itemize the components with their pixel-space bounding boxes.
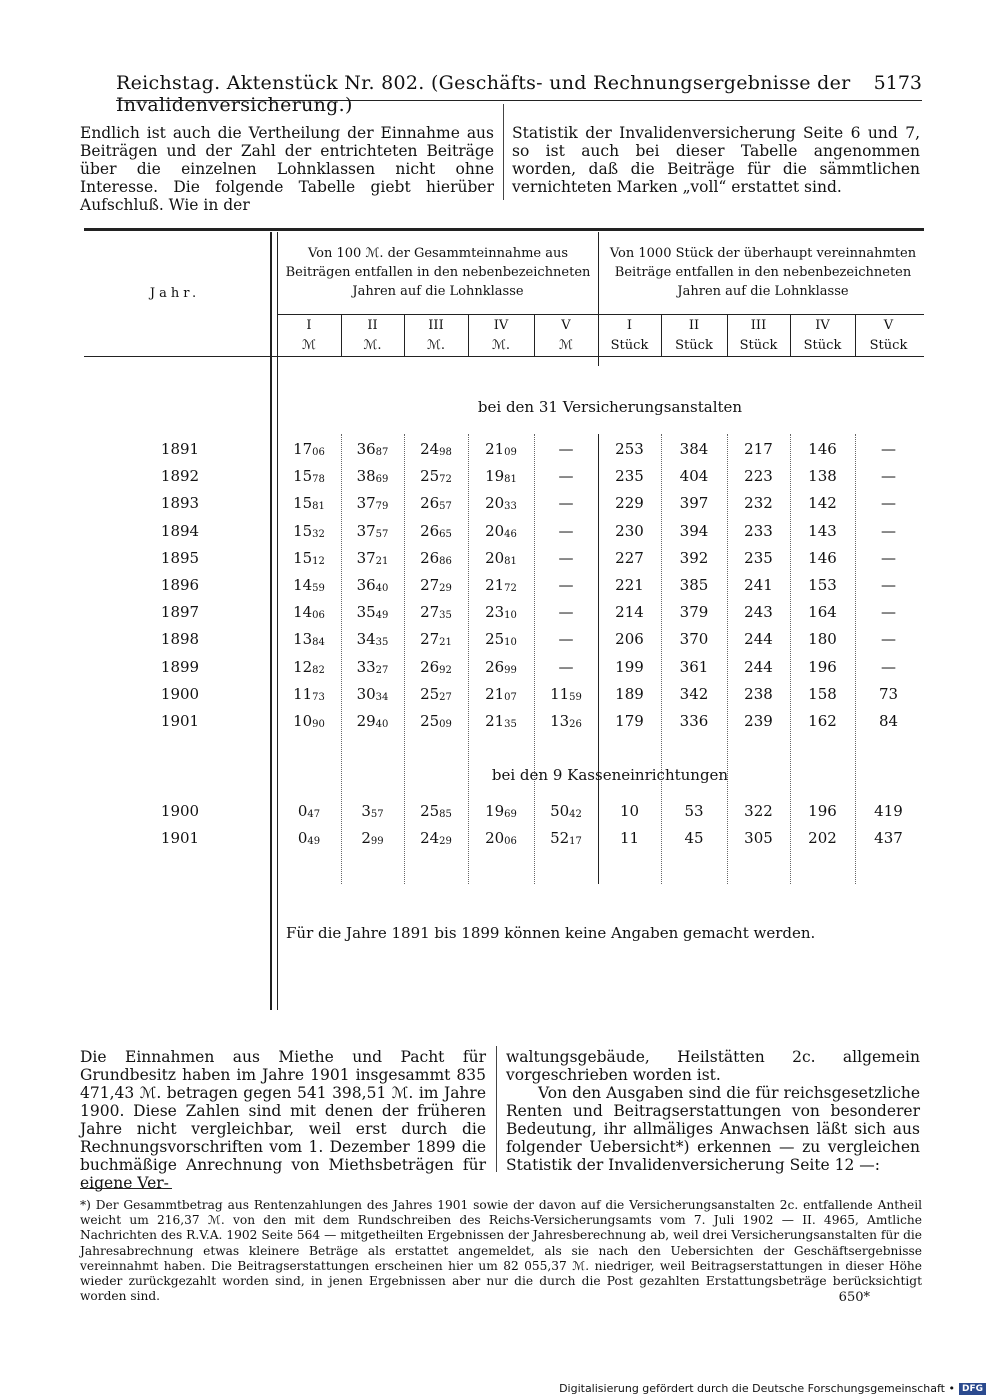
signature-mark: 650* bbox=[838, 1290, 870, 1305]
column-divider bbox=[503, 104, 504, 200]
table-top-rule bbox=[84, 228, 924, 231]
money-cell: $26_{92}$ bbox=[420, 657, 452, 676]
count-cell: 232 bbox=[744, 494, 773, 513]
money-cell: $13_{84}$ bbox=[293, 630, 325, 649]
money-cell: $23_{10}$ bbox=[485, 603, 517, 622]
count-cell: 162 bbox=[808, 712, 837, 730]
money-cell: $50_{42}$ bbox=[550, 802, 582, 820]
money-cell: $38_{69}$ bbox=[356, 467, 389, 486]
count-cell: 196 bbox=[808, 657, 837, 676]
row-year: 1901 bbox=[160, 712, 200, 730]
count-cell: — bbox=[881, 467, 896, 486]
class-label: V bbox=[883, 318, 894, 333]
count-cell: 189 bbox=[615, 684, 644, 703]
money-cell: $52_{17}$ bbox=[550, 829, 582, 848]
money-cell: $26_{65}$ bbox=[420, 521, 452, 540]
count-cell: 230 bbox=[615, 521, 644, 540]
count-cell: 223 bbox=[744, 467, 773, 486]
lower-column-divider bbox=[496, 1046, 497, 1172]
count-cell: 419 bbox=[874, 802, 903, 820]
count-cell: 370 bbox=[679, 630, 709, 649]
count-cell: 379 bbox=[679, 603, 709, 622]
count-cell: 199 bbox=[615, 657, 644, 676]
class-label: IV bbox=[493, 318, 509, 333]
money-cell: — bbox=[558, 494, 574, 513]
class-row-rule bbox=[277, 314, 924, 315]
money-cell: $17_{06}$ bbox=[293, 440, 325, 458]
count-cell: 45 bbox=[684, 829, 704, 848]
money-cell: $10_{90}$ bbox=[293, 712, 325, 730]
group2-header: Von 1000 Stück der überhaupt vereinnahmten Beiträge entfallen in den nebenbezeichneten Jahren auf die Lohnklasse bbox=[609, 246, 917, 299]
row-year: 1900 bbox=[160, 802, 200, 820]
money-cell: $34_{35}$ bbox=[356, 630, 389, 649]
count-cell: 235 bbox=[744, 548, 773, 567]
row-year: 1891 bbox=[160, 440, 200, 458]
count-cell: 244 bbox=[744, 657, 773, 676]
lower-right-column bbox=[506, 1048, 920, 1174]
class-label: V bbox=[561, 318, 571, 333]
count-cell: — bbox=[881, 494, 896, 513]
count-cell: 196 bbox=[808, 802, 837, 820]
money-cell: $25_{10}$ bbox=[485, 630, 517, 649]
money-cell: — bbox=[558, 467, 574, 486]
row-year: 1894 bbox=[160, 521, 200, 540]
count-cell: — bbox=[881, 657, 896, 676]
money-cell: $36_{87}$ bbox=[356, 440, 389, 458]
count-cell: — bbox=[881, 521, 896, 540]
count-cell: — bbox=[881, 603, 896, 622]
count-cell: 229 bbox=[615, 494, 644, 513]
count-cell: 305 bbox=[744, 829, 773, 848]
money-cell: $2_{99}$ bbox=[361, 829, 384, 848]
money-cell: $21_{09}$ bbox=[485, 440, 517, 458]
page-header bbox=[116, 72, 922, 116]
count-cell: 53 bbox=[684, 802, 704, 820]
count-cell: 180 bbox=[808, 630, 837, 649]
header-title: Reichstag. Aktenstück Nr. 802. (Geschäfts- und Rechnungsergebnisse der Invalidenversicherung.) bbox=[116, 72, 851, 116]
count-cell: 227 bbox=[615, 548, 644, 567]
group1-header: Von 100 ℳ. der Gesammteinnahme aus Beiträgen entfallen in den nebenbezeichneten Jahren auf die Lohnklasse bbox=[285, 246, 591, 299]
page-number: 5173 bbox=[873, 72, 922, 94]
lower-right-para1: waltungsgebäude, Heilstätten 2c. allgemein vorgeschrieben worden ist. bbox=[506, 1048, 920, 1084]
money-cell: $24_{29}$ bbox=[420, 829, 452, 848]
money-cell: $0_{49}$ bbox=[297, 829, 321, 848]
count-cell: 241 bbox=[744, 576, 773, 594]
count-cell: 11 bbox=[619, 829, 640, 848]
count-cell: 342 bbox=[679, 684, 709, 703]
money-cell: $15_{81}$ bbox=[293, 494, 325, 513]
count-cell: — bbox=[881, 548, 896, 567]
class-label: I bbox=[306, 318, 312, 333]
unit-money: ℳ bbox=[302, 338, 316, 353]
money-cell: $29_{40}$ bbox=[356, 712, 389, 730]
count-cell: 158 bbox=[808, 684, 837, 703]
money-cell: $15_{32}$ bbox=[293, 521, 325, 540]
intro-left-column: Endlich ist auch die Vertheilung der Einnahme aus Beiträgen und der Zahl der entrichteten Beiträge über die einzelnen Lohnklassen nicht ohne Interesse. Die folgende Tabelle giebt hierüber Aufschluß. Wie in der bbox=[80, 124, 494, 214]
money-cell: $35_{49}$ bbox=[356, 603, 389, 622]
count-cell: 179 bbox=[615, 712, 644, 730]
row-year: 1897 bbox=[160, 603, 200, 622]
header-rule bbox=[116, 100, 922, 101]
money-cell: $20_{33}$ bbox=[485, 494, 517, 513]
count-cell: 73 bbox=[878, 684, 899, 703]
count-cell: 206 bbox=[615, 630, 644, 649]
money-cell: $27_{29}$ bbox=[420, 576, 452, 594]
money-cell: $14_{06}$ bbox=[293, 603, 325, 622]
money-cell: $12_{82}$ bbox=[293, 657, 325, 676]
money-cell: — bbox=[558, 521, 574, 540]
money-cell: $15_{12}$ bbox=[293, 548, 325, 567]
money-cell: $37_{21}$ bbox=[356, 548, 389, 567]
count-cell: 394 bbox=[679, 521, 709, 540]
unit-count: Stück bbox=[675, 338, 713, 353]
money-cell: $21_{72}$ bbox=[485, 576, 517, 594]
money-cell: $11_{59}$ bbox=[550, 684, 582, 703]
count-cell: 397 bbox=[679, 494, 709, 513]
money-cell: $26_{86}$ bbox=[420, 548, 452, 567]
money-cell: $30_{34}$ bbox=[356, 684, 389, 703]
section2-title: bei den 9 Kasseneinrichtungen bbox=[491, 766, 729, 784]
money-cell: — bbox=[558, 548, 574, 567]
unit-money: ℳ. bbox=[491, 338, 511, 353]
unit-money: ℳ bbox=[559, 338, 573, 353]
money-cell: $25_{85}$ bbox=[420, 802, 452, 820]
count-cell: 361 bbox=[679, 657, 709, 676]
count-cell: 202 bbox=[808, 829, 837, 848]
intro-right-column: Statistik der Invalidenversicherung Seite 6 und 7, so ist auch bei dieser Tabelle angenommen worden, daß die Beiträge für die sämmtlichen vernichteten Marken „voll“ erstattet sind. bbox=[512, 124, 920, 196]
count-cell: — bbox=[881, 630, 896, 649]
count-cell: 253 bbox=[615, 440, 644, 458]
count-cell: 238 bbox=[744, 684, 773, 703]
money-cell: $36_{40}$ bbox=[356, 576, 389, 594]
money-cell: — bbox=[558, 630, 574, 649]
credit-text: Digitalisierung gefördert durch die Deutsche Forschungsgemeinschaft • bbox=[559, 1382, 955, 1395]
footnote: *) Der Gesammtbetrag aus Rentenzahlungen des Jahres 1901 sowie der davon auf die Versicherungsanstalten 2c. entfallende Antheil weicht um 216,37 ℳ. von den mit dem Rundschreiben des Reichs-Versicherungsamts vom 7. Juli 1902 — II. 4965, Amtliche Nachrichten des R.V.A. 1902 Seite 564 — mitgetheilten Ergebnissen der Jahresberechnung ab, weil drei Versicherungsanstalten für die Jahresabrechnung etwas kleinere Beträge als erstattet angemeldet, als sie nach den Uebersichten der Geschäftsergebnisse vereinnahmt haben. Die Beitragserstattungen erscheinen hier um 82 055,37 ℳ. niedriger, weil Beitragserstattungen in dieser Höhe wieder zurückgezahlt worden sind, in jenen Ergebnissen aber nur die durch die Post gezahlten Erstattungsbeträge berücksichtigt worden sind. bbox=[80, 1198, 922, 1304]
class-label: II bbox=[367, 318, 378, 333]
count-cell: 84 bbox=[878, 712, 899, 730]
count-cell: 239 bbox=[744, 712, 773, 730]
year-column-divider bbox=[270, 232, 272, 1010]
money-cell: $20_{06}$ bbox=[485, 829, 517, 848]
money-cell: $19_{81}$ bbox=[485, 467, 517, 486]
count-cell: 10 bbox=[619, 802, 640, 820]
row-year: 1892 bbox=[160, 467, 200, 486]
row-year: 1893 bbox=[160, 494, 200, 513]
count-cell: 142 bbox=[808, 494, 837, 513]
class-label: IV bbox=[815, 318, 830, 333]
money-cell: $3_{57}$ bbox=[361, 802, 384, 820]
class-label: II bbox=[688, 318, 700, 333]
unit-money: ℳ. bbox=[363, 338, 382, 353]
money-cell: — bbox=[558, 657, 574, 676]
money-cell: $19_{69}$ bbox=[485, 802, 517, 820]
money-cell: $24_{98}$ bbox=[420, 440, 452, 458]
count-cell: 153 bbox=[808, 576, 837, 594]
row-year: 1895 bbox=[160, 548, 200, 567]
money-cell: $21_{35}$ bbox=[485, 712, 517, 730]
digitization-credit bbox=[559, 1382, 986, 1395]
money-cell: $37_{57}$ bbox=[356, 521, 389, 540]
unit-money: ℳ. bbox=[426, 338, 446, 353]
money-cell: — bbox=[558, 440, 574, 458]
money-cell: $13_{26}$ bbox=[550, 712, 582, 730]
section1-title: bei den 31 Versicherungsanstalten bbox=[477, 398, 743, 416]
money-cell: $27_{35}$ bbox=[420, 603, 452, 622]
count-cell: 244 bbox=[744, 630, 773, 649]
money-cell: $27_{21}$ bbox=[420, 630, 452, 649]
count-cell: 384 bbox=[679, 440, 709, 458]
class-label: I bbox=[626, 318, 633, 333]
money-cell: $20_{81}$ bbox=[485, 548, 517, 567]
money-cell: $21_{07}$ bbox=[485, 684, 517, 703]
class-label: III bbox=[750, 318, 767, 333]
year-header: Jahr. bbox=[149, 286, 201, 301]
unit-count: Stück bbox=[869, 338, 908, 353]
count-cell: 214 bbox=[615, 603, 644, 622]
row-year: 1899 bbox=[160, 657, 200, 676]
count-cell: 164 bbox=[808, 603, 837, 622]
count-cell: 235 bbox=[615, 467, 644, 486]
row-year: 1901 bbox=[160, 829, 200, 848]
money-cell: — bbox=[558, 576, 574, 594]
lower-right-para2: Von den Ausgaben sind die für reichsgesetzliche Renten und Beitragserstattungen von besonderer Bedeutung, ihr allmäliges Anwachsen läßt sich aus folgender Uebersicht*) erkennen — zu vergleichen Statistik der Invalidenversicherung Seite 12 —: bbox=[506, 1084, 920, 1174]
count-cell: 146 bbox=[808, 548, 837, 567]
table-header-rule bbox=[84, 356, 924, 357]
row-year: 1900 bbox=[160, 684, 200, 703]
row-year: 1898 bbox=[160, 630, 200, 649]
unit-count: Stück bbox=[610, 338, 649, 353]
table-note: Für die Jahre 1891 bis 1899 können keine Angaben gemacht werden. bbox=[286, 924, 816, 942]
money-cell: $33_{27}$ bbox=[356, 657, 389, 676]
count-cell: 146 bbox=[808, 440, 837, 458]
money-cell: $25_{09}$ bbox=[420, 712, 452, 730]
count-cell: 243 bbox=[744, 603, 773, 622]
money-cell: $20_{46}$ bbox=[485, 521, 517, 540]
footnote-rule bbox=[80, 1188, 172, 1189]
unit-count: Stück bbox=[739, 338, 778, 353]
count-cell: 217 bbox=[744, 440, 773, 458]
row-year: 1896 bbox=[160, 576, 200, 594]
count-cell: 385 bbox=[679, 576, 709, 594]
money-cell: $25_{27}$ bbox=[420, 684, 452, 703]
money-cell: $26_{57}$ bbox=[420, 494, 452, 513]
count-cell: 437 bbox=[874, 829, 903, 848]
unit-count: Stück bbox=[803, 338, 842, 353]
count-cell: — bbox=[881, 576, 896, 594]
count-cell: 404 bbox=[679, 467, 709, 486]
count-cell: 221 bbox=[615, 576, 644, 594]
money-cell: $0_{47}$ bbox=[297, 802, 321, 820]
class-label: III bbox=[428, 318, 444, 333]
money-cell: $14_{59}$ bbox=[293, 576, 325, 594]
money-cell: $15_{78}$ bbox=[293, 467, 325, 486]
count-cell: 336 bbox=[679, 712, 709, 730]
money-cell: $26_{99}$ bbox=[485, 657, 517, 676]
lower-left-column: Die Einnahmen aus Miethe und Pacht für Grundbesitz haben im Jahre 1901 insgesammt 835 471,43 ℳ. betragen gegen 541 398,51 ℳ. im Jahre 1900. Diese Zahlen sind mit denen der früheren Jahre nicht vergleichbar, weil erst durch die Rechnungsvorschriften vom 1. Dezember 1899 die buchmäßige Anrechnung von Miethsbeträgen für eigene Ver- bbox=[80, 1048, 486, 1192]
money-cell: $25_{72}$ bbox=[420, 467, 452, 486]
money-cell: $11_{73}$ bbox=[293, 684, 325, 703]
money-cell: — bbox=[558, 603, 574, 622]
money-cell: $37_{79}$ bbox=[356, 494, 389, 513]
count-cell: 233 bbox=[744, 521, 773, 540]
count-cell: 322 bbox=[744, 802, 773, 820]
dfg-logo: DFG bbox=[959, 1383, 986, 1395]
count-cell: 392 bbox=[679, 548, 709, 567]
count-cell: 143 bbox=[808, 521, 837, 540]
count-cell: 138 bbox=[808, 467, 837, 486]
count-cell: — bbox=[881, 440, 896, 458]
